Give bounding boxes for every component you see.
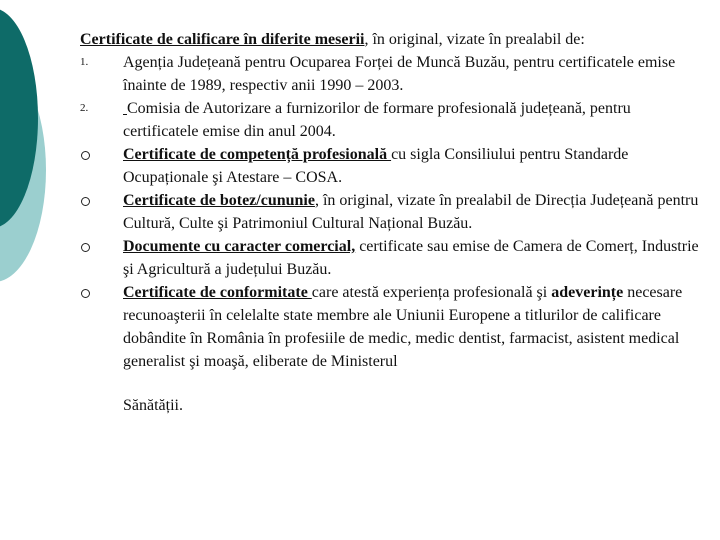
list-item-botez (80, 189, 710, 235)
item-text: care atestă experiența profesională şi (311, 284, 552, 301)
item-bold: Certificate de competență profesională (123, 146, 392, 163)
item-text-3: Sănătății. (123, 397, 183, 414)
list-marker-circle (80, 281, 120, 305)
decorative-teal-shapes (0, 0, 80, 300)
item-text: , în original, vizate în prealabil de Direcția Județeană pentru Cultură, Culte şi Patrimoniul Cultural Național Buzău. (123, 192, 699, 232)
item-text: certificate sau emise de Camera de Comerț, Industrie şi Agricultură a județului Buzău. (123, 238, 699, 278)
list-marker-number: 1. (80, 56, 89, 68)
list-item-conformitate (80, 281, 710, 417)
item-text: Comisia de Autorizare a furnizorilor de formare profesională județeană, pentru certificatele emise din anul 2004. (123, 100, 631, 140)
list-item-comercial (80, 235, 710, 281)
item-text-2: necesare recunoaşterii în celelalte state membre ale Uniunii Europene a titlurilor de calificare dobândite în România în profesiile de medic, medic dentist, farmacist, asistent medical generalist şi moaşă, eliberate de Ministerul (123, 284, 683, 370)
list-marker-circle (80, 235, 120, 259)
list-item-2 (80, 97, 710, 143)
item-bold: Certificate de conformitate (123, 284, 312, 301)
item-bold: Documente cu caracter comercial, (123, 238, 356, 255)
item-text: Agenția Județeană pentru Ocuparea Forței de Muncă Buzău, pentru certificatele emise înainte de 1989, respectiv anii 1990 – 2003. (123, 54, 676, 94)
document-body (80, 28, 710, 417)
heading (80, 28, 710, 51)
item-bold: Certificate de botez/cununie (123, 192, 315, 209)
list-marker-circle (80, 189, 120, 213)
list-marker-number: 2. (80, 102, 89, 114)
list-item-1 (80, 51, 710, 97)
heading-rest: , în original, vizate în prealabil de: (364, 31, 585, 48)
item-text: cu sigla Consiliului pentru Standarde Ocupaționale şi Atestare – COSA. (123, 146, 629, 186)
item-bold-2: adeverințe (551, 284, 624, 301)
list-marker-circle (80, 143, 120, 167)
list-item-cosa (80, 143, 710, 189)
heading-bold: Certificate de calificare în diferite meserii (80, 31, 365, 48)
